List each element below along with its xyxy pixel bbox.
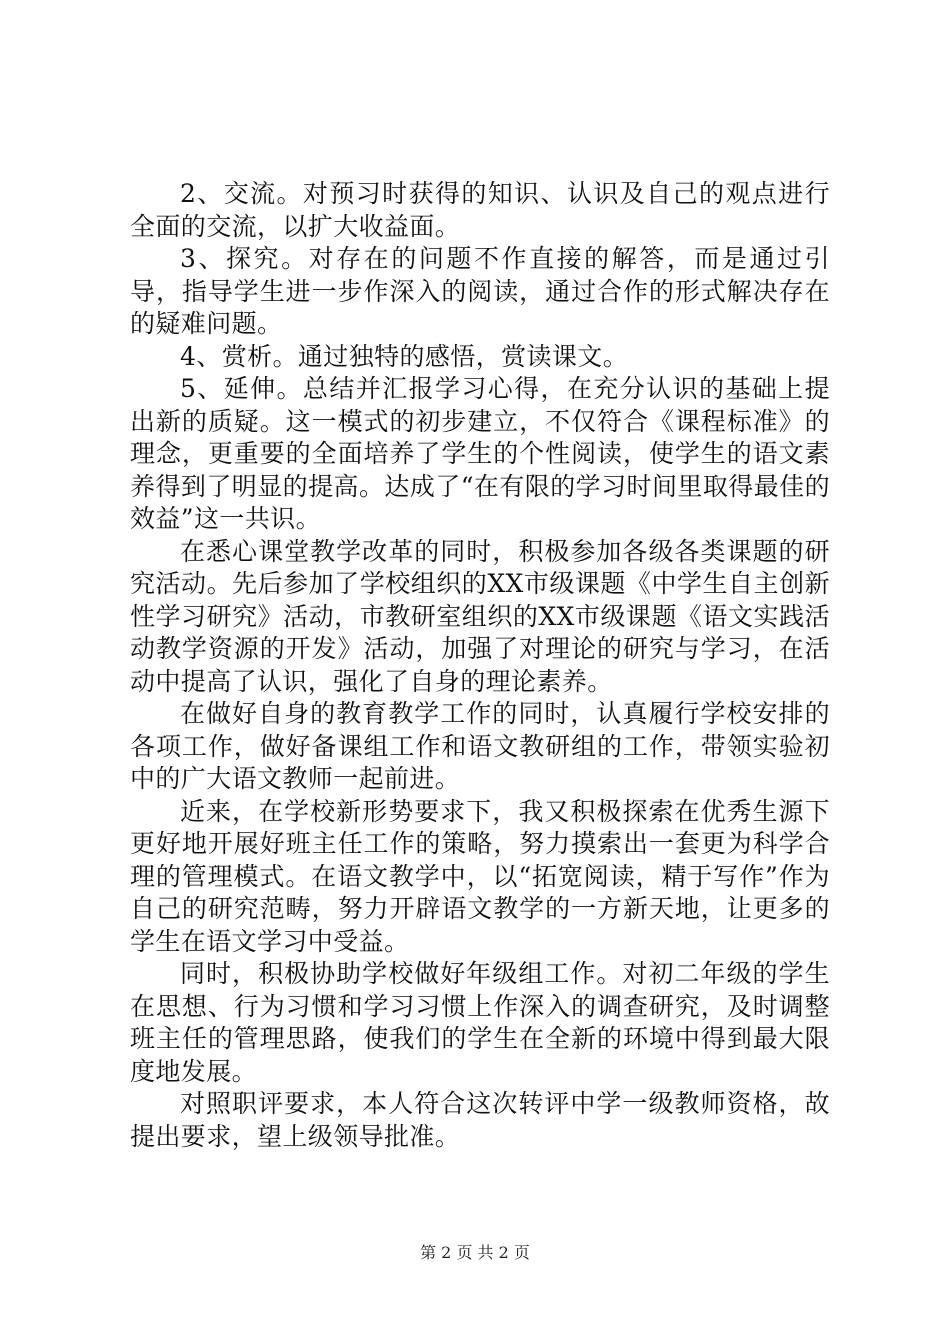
- page-number-footer: 第 2 页 共 2 页: [420, 1243, 530, 1262]
- document-body: [130, 178, 830, 1153]
- paragraph-explore: 3、探究。对存在的问题不作直接的解答，而是通过引导，指导学生进一步作深入的阅读，通过合作的形式解决存在的疑难问题。: [130, 244, 830, 338]
- paragraph-appreciate: 4、赏析。通过独特的感悟，赏读课文。: [180, 341, 629, 371]
- paragraph-recent-work: 近来，在学校新形势要求下，我又积极探索在优秀生源下更好地开展好班主任工作的策略，努力摸索出一套更为科学合理的管理模式。在语文教学中，以“拓宽阅读，精于写作”作为自己的研究范畴，努力开辟语文教学的一方新天地，让更多的学生在语文学习中受益。: [130, 796, 830, 956]
- paragraph-extend: 5、延伸。总结并汇报学习心得，在充分认识的基础上提出新的质疑。这一模式的初步建立，不仅符合《课程标准》的理念，更重要的全面培养了学生的个性阅读，使学生的语文素养得到了明显的提高。达成了“在有限的学习时间里取得最佳的效益”这一共识。: [130, 374, 830, 533]
- paragraph-research: 在悉心课堂教学改革的同时，积极参加各级各类课题的研究活动。先后参加了学校组织的XX市级课题《中学生自主创新性学习研究》活动，市教研室组织的XX市级课题《语文实践活动教学资源的开发》活动，加强了对理论的研究与学习，在活动中提高了认识，强化了自身的理论素养。: [130, 536, 830, 696]
- paragraph-school-duties: 在做好自身的教育教学工作的同时，认真履行学校安排的各项工作，做好备课组工作和语文教研组的工作，带领实验初中的广大语文教师一起前进。: [130, 699, 830, 793]
- paragraph-grade-work: 同时，积极协助学校做好年级组工作。对初二年级的学生在思想、行为习惯和学习习惯上作深入的调查研究，及时调整班主任的管理思路，使我们的学生在全新的环境中得到最大限度地发展。: [130, 959, 830, 1086]
- paragraph-conclusion: 对照职评要求，本人符合这次转评中学一级教师资格，故提出要求，望上级领导批准。: [130, 1089, 830, 1151]
- paragraph-exchange: 2、交流。对预习时获得的知识、认识及自己的观点进行全面的交流，以扩大收益面。: [130, 179, 830, 241]
